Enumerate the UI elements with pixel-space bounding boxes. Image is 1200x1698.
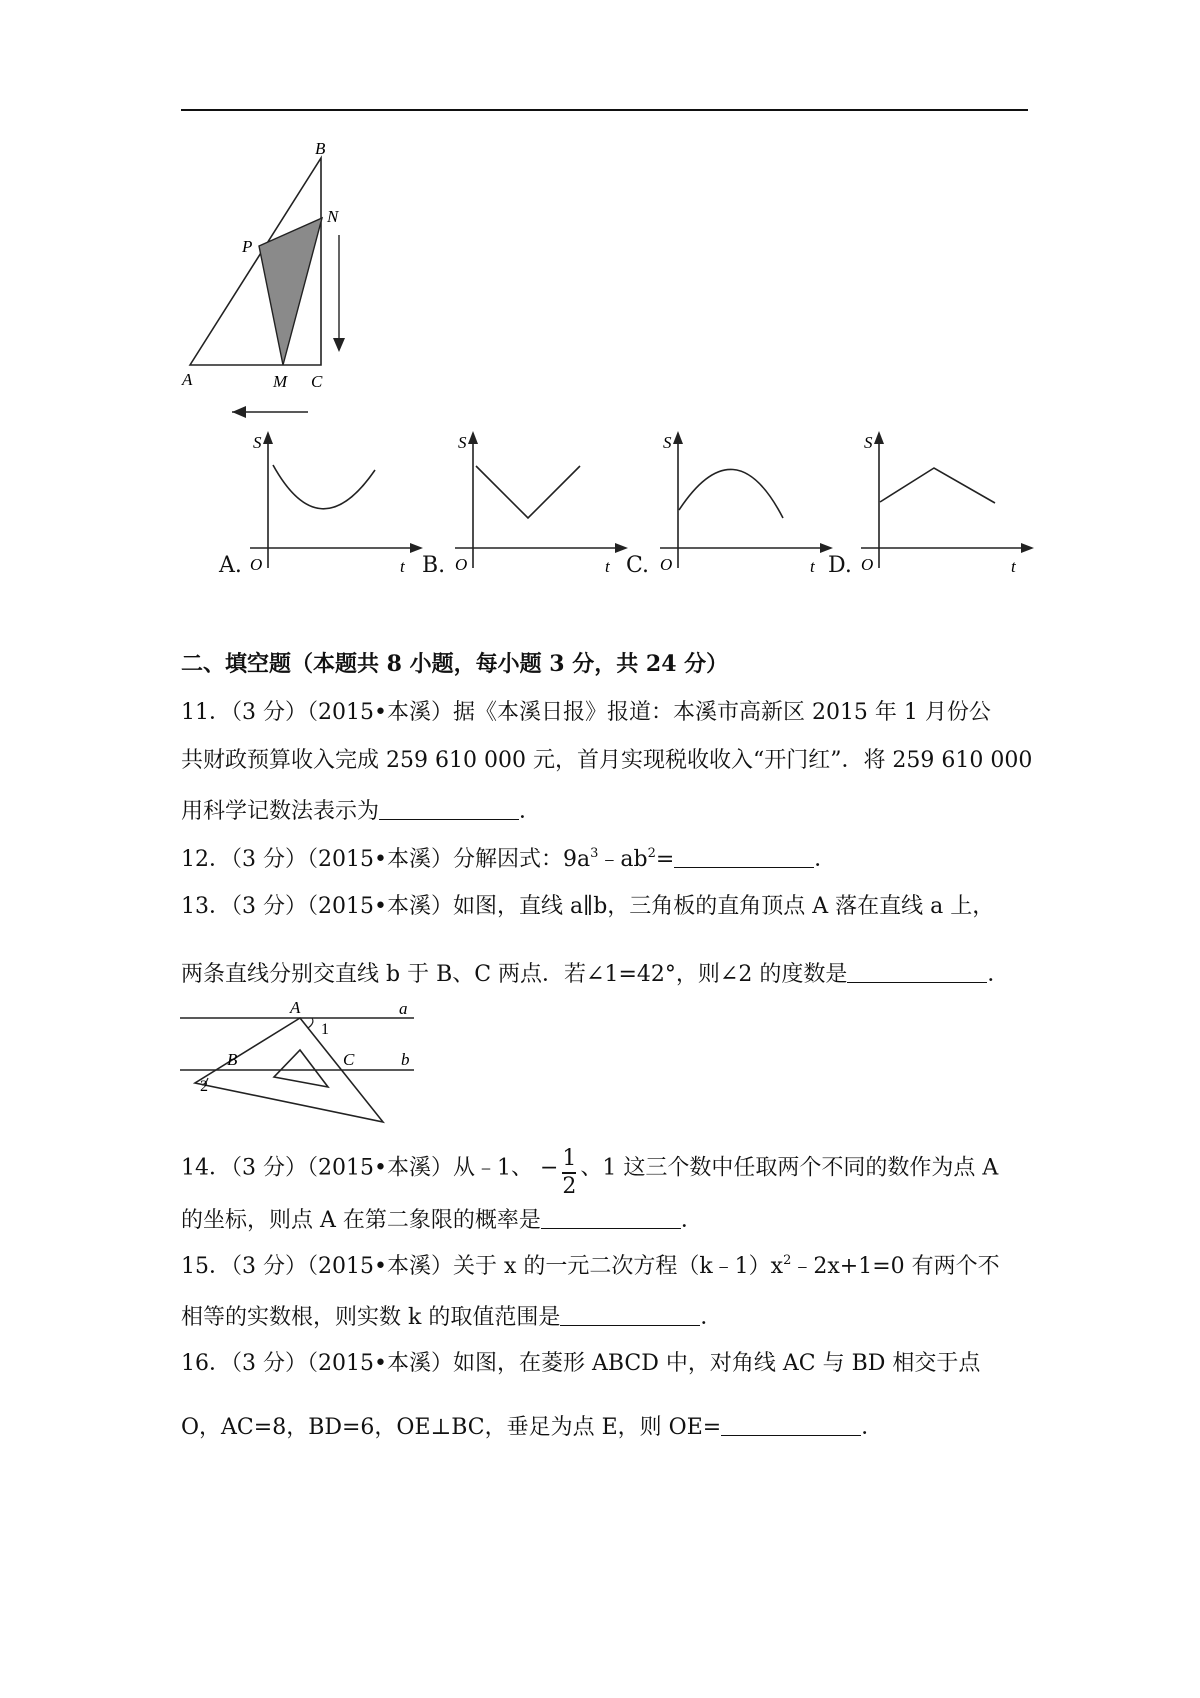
q15-answer-blank[interactable] xyxy=(560,1305,700,1326)
q12-line xyxy=(181,847,836,871)
label-c: C xyxy=(311,372,323,391)
origin-o: O xyxy=(250,555,263,574)
q11-line1: 11．（3 分）（2015•本溪）据《本溪日报》报道：本溪市高新区 2015 年 1 月份公 xyxy=(181,700,991,725)
q12-end: ． xyxy=(814,847,837,872)
option-c-letter: C. xyxy=(626,553,650,578)
label-b-point: B xyxy=(227,1050,238,1069)
curve-v xyxy=(476,466,580,518)
q12-middle: ﹣ab xyxy=(598,847,648,872)
q15-line1 xyxy=(181,1253,1000,1279)
q11-line2: 共财政预算收入完成 259 610 000 元，首月实现税收收入“开门红”．将 259 610 000 xyxy=(181,748,1033,773)
q11-answer-blank[interactable] xyxy=(379,799,519,820)
label-line-a: a xyxy=(399,999,408,1018)
option-a-graph xyxy=(245,430,425,580)
q14-prefix: 14．（3 分）（2015•本溪）从﹣1、 − xyxy=(181,1155,559,1181)
q15-line2 xyxy=(181,1305,722,1329)
q15-prefix: 15．（3 分）（2015•本溪）关于 x 的一元二次方程（k﹣1）x xyxy=(181,1254,784,1279)
option-d-graph xyxy=(856,430,1036,580)
q13-figure xyxy=(178,997,428,1125)
q16-answer-blank[interactable] xyxy=(721,1415,861,1436)
q14-frac-num: 1 xyxy=(562,1146,577,1171)
q15-text: 相等的实数根，则实数 k 的取值范围是 xyxy=(181,1305,561,1330)
label-b: B xyxy=(315,140,326,158)
q14-suffix: 、1 这三个数中任取两个不同的数作为点 A xyxy=(580,1155,999,1181)
q13-text: 两条直线分别交直线 b 于 B、C 两点．若∠1=42°，则∠2 的度数是 xyxy=(181,962,848,987)
curve-peak xyxy=(880,468,995,503)
label-p: P xyxy=(242,237,253,256)
q12-exp2: 2 xyxy=(647,846,656,861)
label-angle-2: 2 xyxy=(200,1078,208,1095)
q14-text: 的坐标，则点 A 在第二象限的概率是 xyxy=(181,1208,541,1233)
q16-line2 xyxy=(181,1415,883,1439)
q14-line1 xyxy=(181,1147,998,1199)
label-a: A xyxy=(182,370,193,389)
label-n: N xyxy=(327,207,339,226)
q14-answer-blank[interactable] xyxy=(541,1208,681,1229)
option-b-letter: B. xyxy=(422,553,446,578)
q14-end: ． xyxy=(680,1208,703,1233)
origin-o: O xyxy=(455,555,468,574)
option-b-graph xyxy=(450,430,630,580)
label-m: M xyxy=(273,372,288,391)
curve-arch xyxy=(679,469,783,518)
q14-fraction xyxy=(562,1147,576,1199)
q11-end: ． xyxy=(519,799,542,824)
q11-line3 xyxy=(181,799,541,823)
q16-end: ． xyxy=(861,1415,884,1440)
label-angle-1: 1 xyxy=(321,1021,329,1038)
q14-line2 xyxy=(181,1208,703,1232)
angle-1-arc xyxy=(308,1018,313,1028)
q11-text: 用科学记数法表示为 xyxy=(181,799,380,824)
q16-text: O，AC=8，BD=6，OE⊥BC，垂足为点 E，则 OE= xyxy=(181,1415,722,1440)
option-a-letter: A. xyxy=(219,553,242,578)
axis-s: S xyxy=(253,433,262,452)
option-c-graph xyxy=(655,430,835,580)
label-a-point: A xyxy=(290,998,301,1017)
q15-suffix: ﹣2x+1=0 有两个不 xyxy=(791,1254,1000,1279)
q13-line2 xyxy=(181,962,1009,986)
q12-prefix: 12．（3 分）（2015•本溪）分解因式：9a xyxy=(181,847,591,872)
axis-s: S xyxy=(663,433,672,452)
arrow-left-head xyxy=(232,406,246,418)
q12-suffix: = xyxy=(655,847,675,872)
q13-end: ． xyxy=(987,962,1010,987)
axis-t: t xyxy=(400,557,405,576)
q13-line1: 13．（3 分）（2015•本溪）如图，直线 a∥b，三角板的直角顶点 A 落在直线 a 上， xyxy=(181,894,995,919)
axis-t: t xyxy=(1011,557,1016,576)
section-heading: 二、填空题（本题共 8 小题，每小题 3 分，共 24 分） xyxy=(181,651,729,677)
q15-end: ． xyxy=(700,1305,723,1330)
q12-exp1: 3 xyxy=(590,846,599,861)
q16-line1: 16．（3 分）（2015•本溪）如图，在菱形 ABCD 中，对角线 AC 与 BD 相交于点 xyxy=(181,1351,981,1376)
axis-s: S xyxy=(458,433,467,452)
label-c-point: C xyxy=(343,1050,355,1069)
axis-t: t xyxy=(810,557,815,576)
q12-answer-blank[interactable] xyxy=(674,847,814,868)
origin-o: O xyxy=(660,555,673,574)
figure-triangle-moving-points xyxy=(170,140,370,430)
label-line-b: b xyxy=(401,1050,410,1069)
q14-frac-den: 2 xyxy=(562,1173,577,1199)
curve-u xyxy=(273,465,375,509)
axis-t: t xyxy=(605,557,610,576)
axis-s: S xyxy=(864,433,873,452)
origin-o: O xyxy=(861,555,874,574)
q15-exp: 2 xyxy=(783,1253,792,1268)
set-square-inner xyxy=(274,1050,328,1087)
arrow-down-head xyxy=(333,338,345,352)
option-d-letter: D. xyxy=(828,553,852,578)
header-rule xyxy=(181,109,1028,111)
q13-answer-blank[interactable] xyxy=(847,962,987,983)
